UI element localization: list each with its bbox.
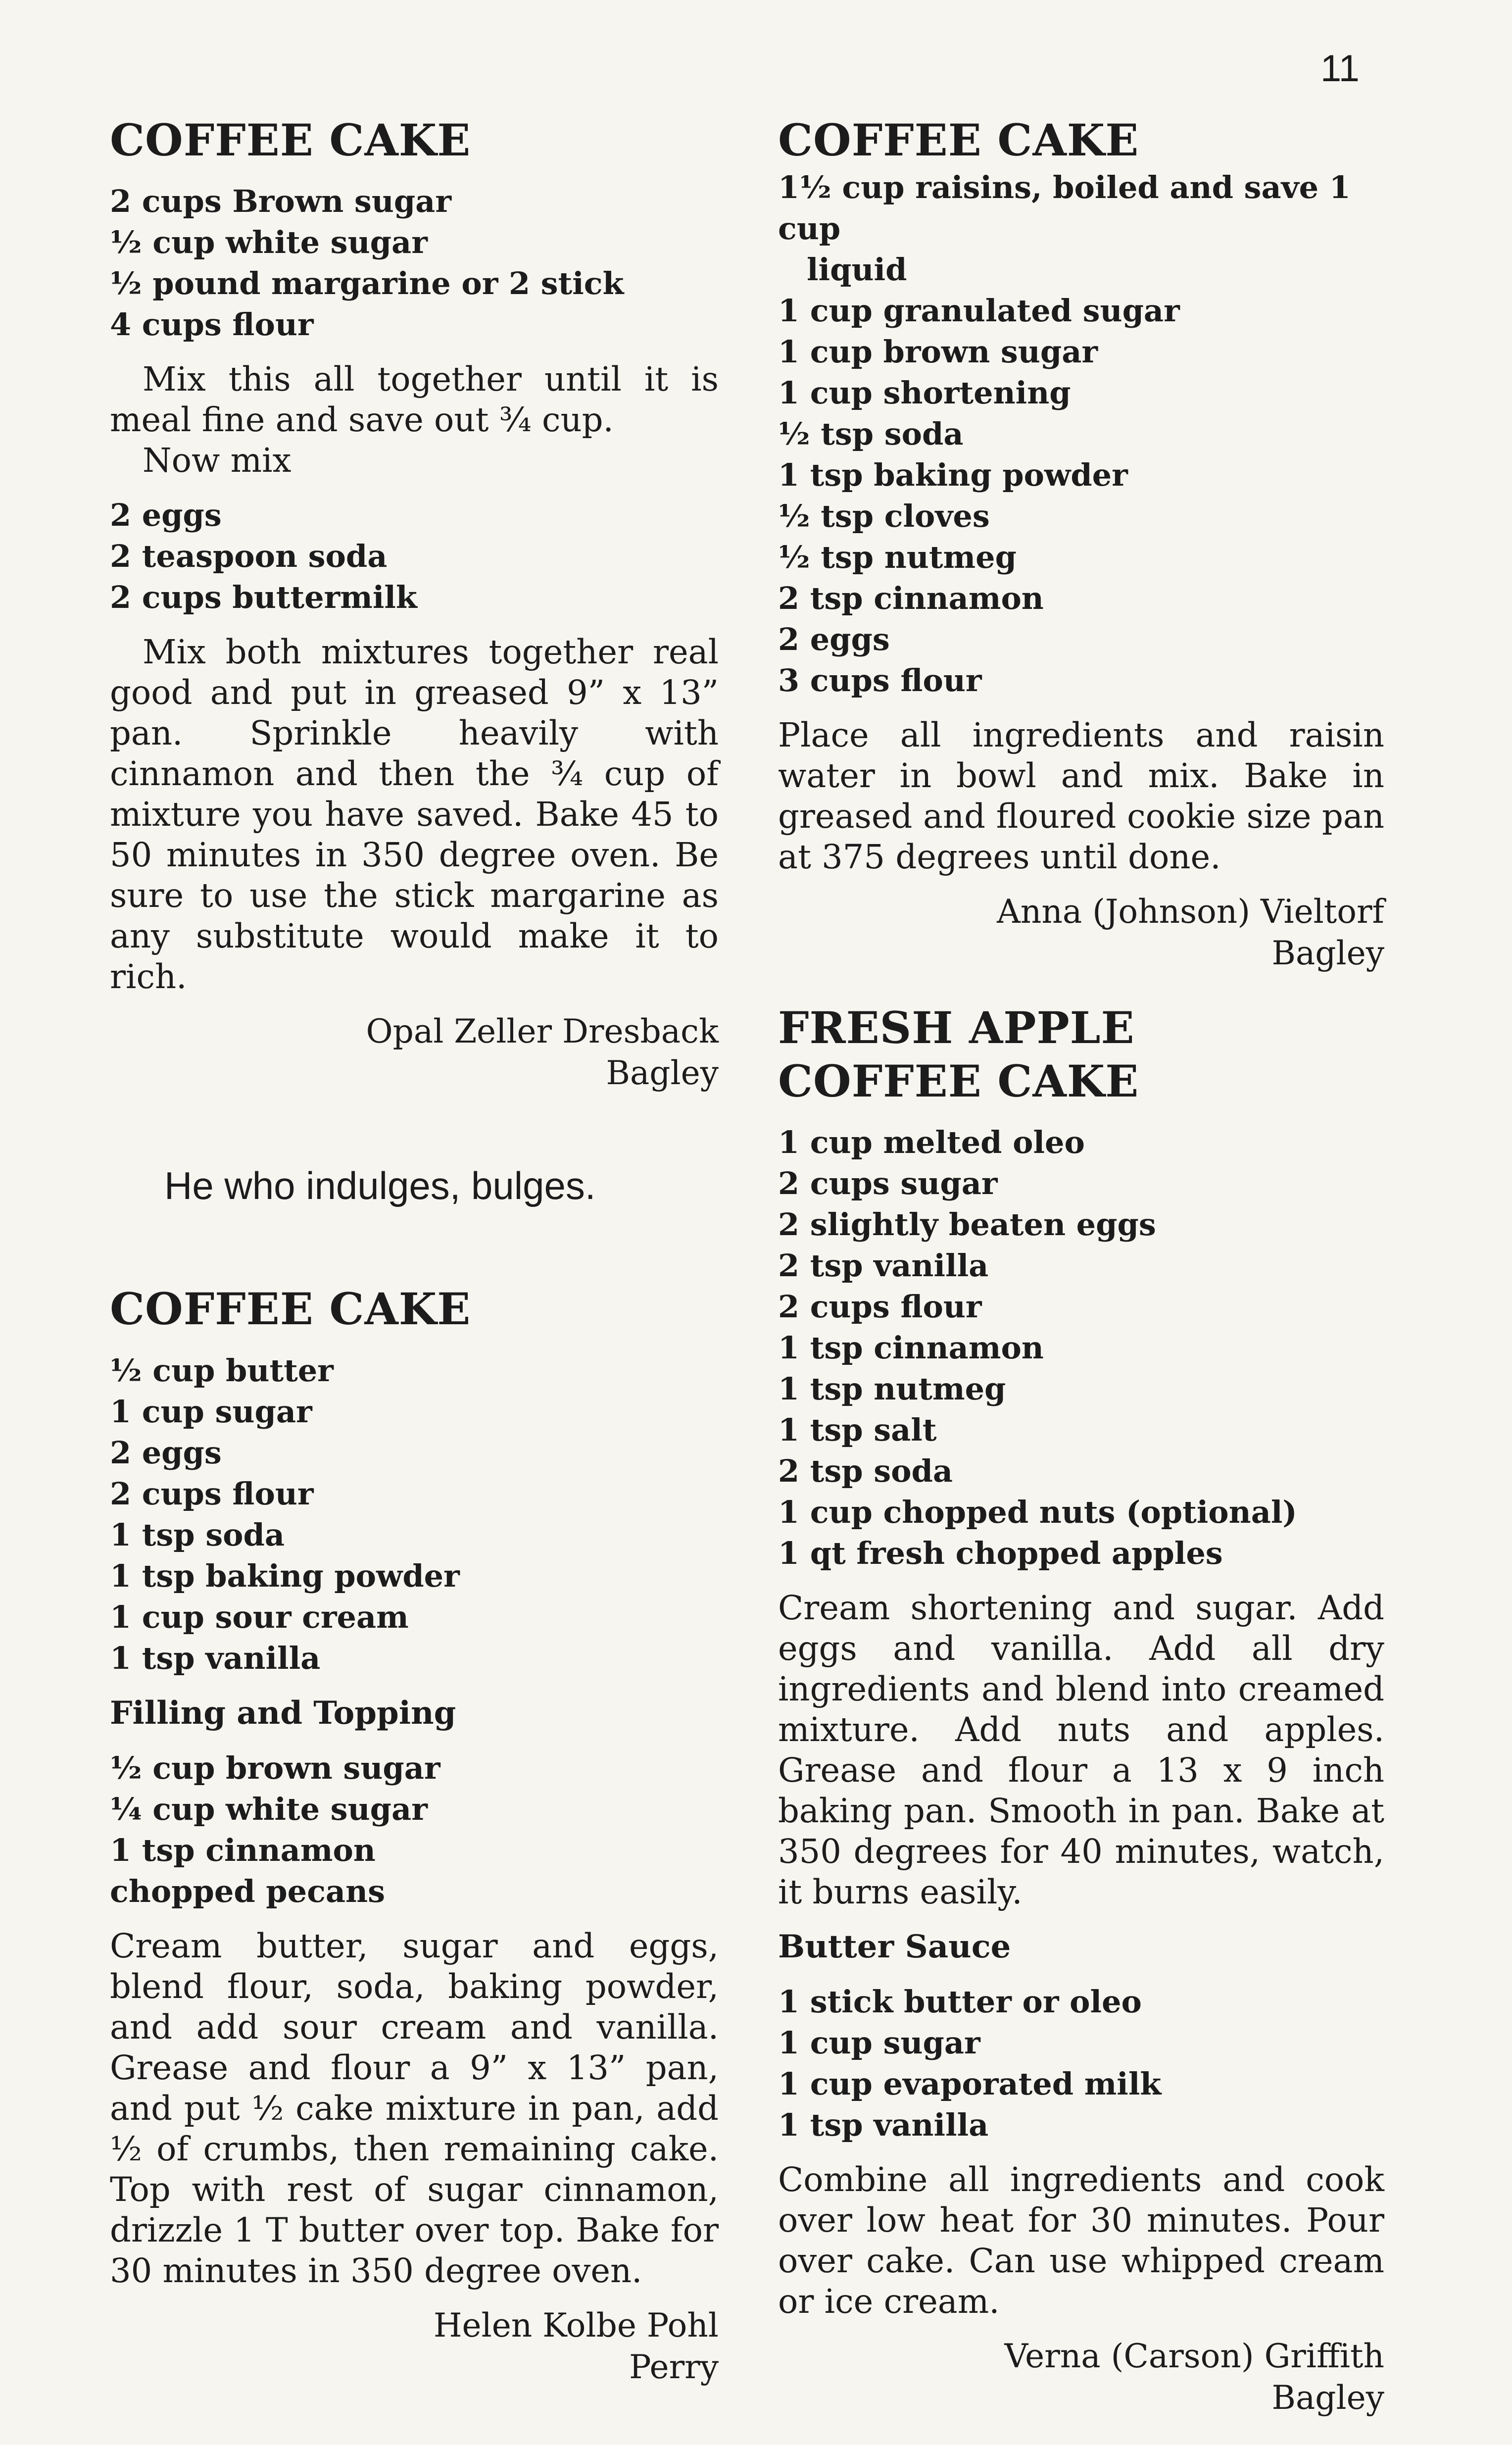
section-subtitle: Butter Sauce [778,1928,1011,1966]
recipe-coffee-cake-1 [110,114,719,1094]
contributor [110,2305,719,2388]
ingredient: 1 cup shortening [778,375,1071,411]
ingredient: 2 cups buttermilk [110,579,417,616]
ingredient: 2 tsp cinnamon [778,580,1044,617]
instructions: Place all ingredients and raisin water in bowl and mix. Bake in greased and floured cookie size pan at 375 degrees until done. [778,716,1384,877]
ingredient: 1 tsp vanilla [110,1640,321,1676]
ingredient: 1 tsp soda [110,1516,285,1553]
instructions: Combine all ingredients and cook over low heat for 30 minutes. Pour over cake. Can use whipped cream or ice cream. [778,2160,1384,2321]
ingredient: 1 cup sugar [778,2025,980,2061]
ingredient: 1 cup sugar [110,1393,312,1430]
recipe-title: COFFEE CAKE [110,114,471,166]
ingredient: 1 qt fresh chopped apples [778,1535,1223,1572]
ingredient: 1 cup granulated sugar [778,293,1180,329]
ingredient-list [110,1350,719,1679]
ingredient: 1 tsp nutmeg [778,1371,1006,1407]
ingredient: 1 cup melted oleo [778,1124,1085,1161]
ingredient: 3 cups flour [778,662,982,699]
recipe-title: FRESH APPLE [778,1002,1135,1054]
ingredient: 2 cups flour [778,1289,982,1325]
ingredient: ½ tsp nutmeg [778,539,1017,576]
ingredient: ½ tsp soda [778,416,964,452]
contributor [110,1011,719,1094]
recipe-title: COFFEE CAKE [110,1283,471,1335]
right-column [778,114,1384,2419]
ingredient: ¼ cup white sugar [110,1791,428,1827]
recipe-fresh-apple-coffee-cake [778,1001,1384,2419]
recipe-coffee-cake-2 [110,1283,719,2388]
ingredient: 2 eggs [110,497,222,534]
ingredient: 1 tsp salt [778,1412,937,1448]
ingredient: ½ cup butter [110,1352,334,1389]
contributor-name: Verna (Carson) Griffith [1004,2337,1384,2376]
ingredient: 2 slightly beaten eggs [778,1206,1156,1243]
ingredient: chopped pecans [110,1873,385,1909]
recipe-title: COFFEE CAKE [778,114,1139,166]
quote: He who indulges, bulges. [164,1164,596,1208]
recipe-coffee-cake-3 [778,114,1384,974]
ingredient-list [778,1981,1384,2146]
ingredient: 1 cup sour cream [110,1598,409,1635]
section-subtitle: Filling and Topping [110,1694,456,1732]
contributor [778,891,1384,974]
ingredient: ½ cup brown sugar [110,1749,440,1786]
page-number: 11 [1320,48,1360,90]
ingredient: 2 teaspoon soda [110,538,388,575]
contributor-name: Anna (Johnson) Vieltorf [997,893,1384,931]
contributor-town: Bagley [606,1054,719,1093]
ingredient: 1 cup chopped nuts (optional) [778,1494,1297,1531]
instructions: Now mix [143,441,292,480]
contributor-town: Perry [629,2347,719,2386]
contributor [778,2336,1384,2419]
instructions: Cream shortening and sugar. Add eggs and vanilla. Add all dry ingredients and blend into creamed mixture. Add nuts and apples. Grease and flour a 13 x 9 inch baking pan. Smooth in pan. Bake at 350 degrees for 40 minutes, watch, it burns easily. [778,1589,1384,1912]
left-column [110,114,719,2388]
ingredient: 2 eggs [110,1434,222,1471]
ingredient: ½ pound margarine or 2 stick [110,265,624,302]
ingredient: 1 tsp baking powder [110,1557,460,1594]
ingredient: 2 tsp soda [778,1453,953,1490]
ingredient: 1 stick butter or oleo [778,1984,1142,2020]
recipe-title: COFFEE CAKE [778,1055,1139,1107]
ingredient-list [110,1747,719,1912]
ingredient: 2 cups Brown sugar [110,183,452,220]
ingredient-list [110,495,719,618]
ingredient: 1 cup brown sugar [778,334,1098,370]
ingredient: ½ cup white sugar [110,224,428,261]
ingredient: 1 tsp cinnamon [778,1330,1044,1366]
ingredient-list [778,1122,1384,1574]
contributor-town: Bagley [1271,934,1384,973]
ingredient: 2 cups sugar [778,1165,998,1202]
ingredient: 1 tsp vanilla [778,2107,989,2144]
ingredient: 2 eggs [778,621,890,658]
ingredient: ½ tsp cloves [778,498,990,535]
contributor-name: Opal Zeller Dresback [366,1012,719,1051]
ingredient: 1 cup evaporated milk [778,2066,1162,2102]
ingredient: 1½ cup raisins, boiled and save 1 cup [778,169,1351,247]
ingredient-list [778,167,1384,701]
ingredient: 1 tsp cinnamon [110,1832,376,1868]
ingredient-list [110,181,719,345]
contributor-town: Bagley [1271,2379,1384,2417]
ingredient: 2 tsp vanilla [778,1247,989,1284]
ingredient: 2 cups flour [110,1475,314,1512]
ingredient: 4 cups flour [110,306,314,343]
instructions: Mix this all together until it is meal fine and save out ¾ cup. [110,360,719,440]
contributor-name: Helen Kolbe Pohl [433,2306,719,2345]
instructions: Mix both mixtures together real good and put in greased 9” x 13” pan. Sprinkle heavily with cinnamon and then the ¾ cup of mixture you have saved. Bake 45 to 50 minutes in 350 degree oven. Be sure to use the stick margarine as any substitute would make it to rich. [110,633,719,997]
ingredient: 1 tsp baking powder [778,457,1128,494]
instructions: Cream butter, sugar and eggs, blend flour, soda, baking powder, and add sour cream and vanilla. Grease and flour a 9” x 13” pan, and put ½ cake mixture in pan, add ½ of crumbs, then remaining cake. Top with rest of sugar cinnamon, drizzle 1 T butter over top. Bake for 30 minutes in 350 degree oven. [110,1926,719,2290]
ingredient: liquid [807,251,907,288]
